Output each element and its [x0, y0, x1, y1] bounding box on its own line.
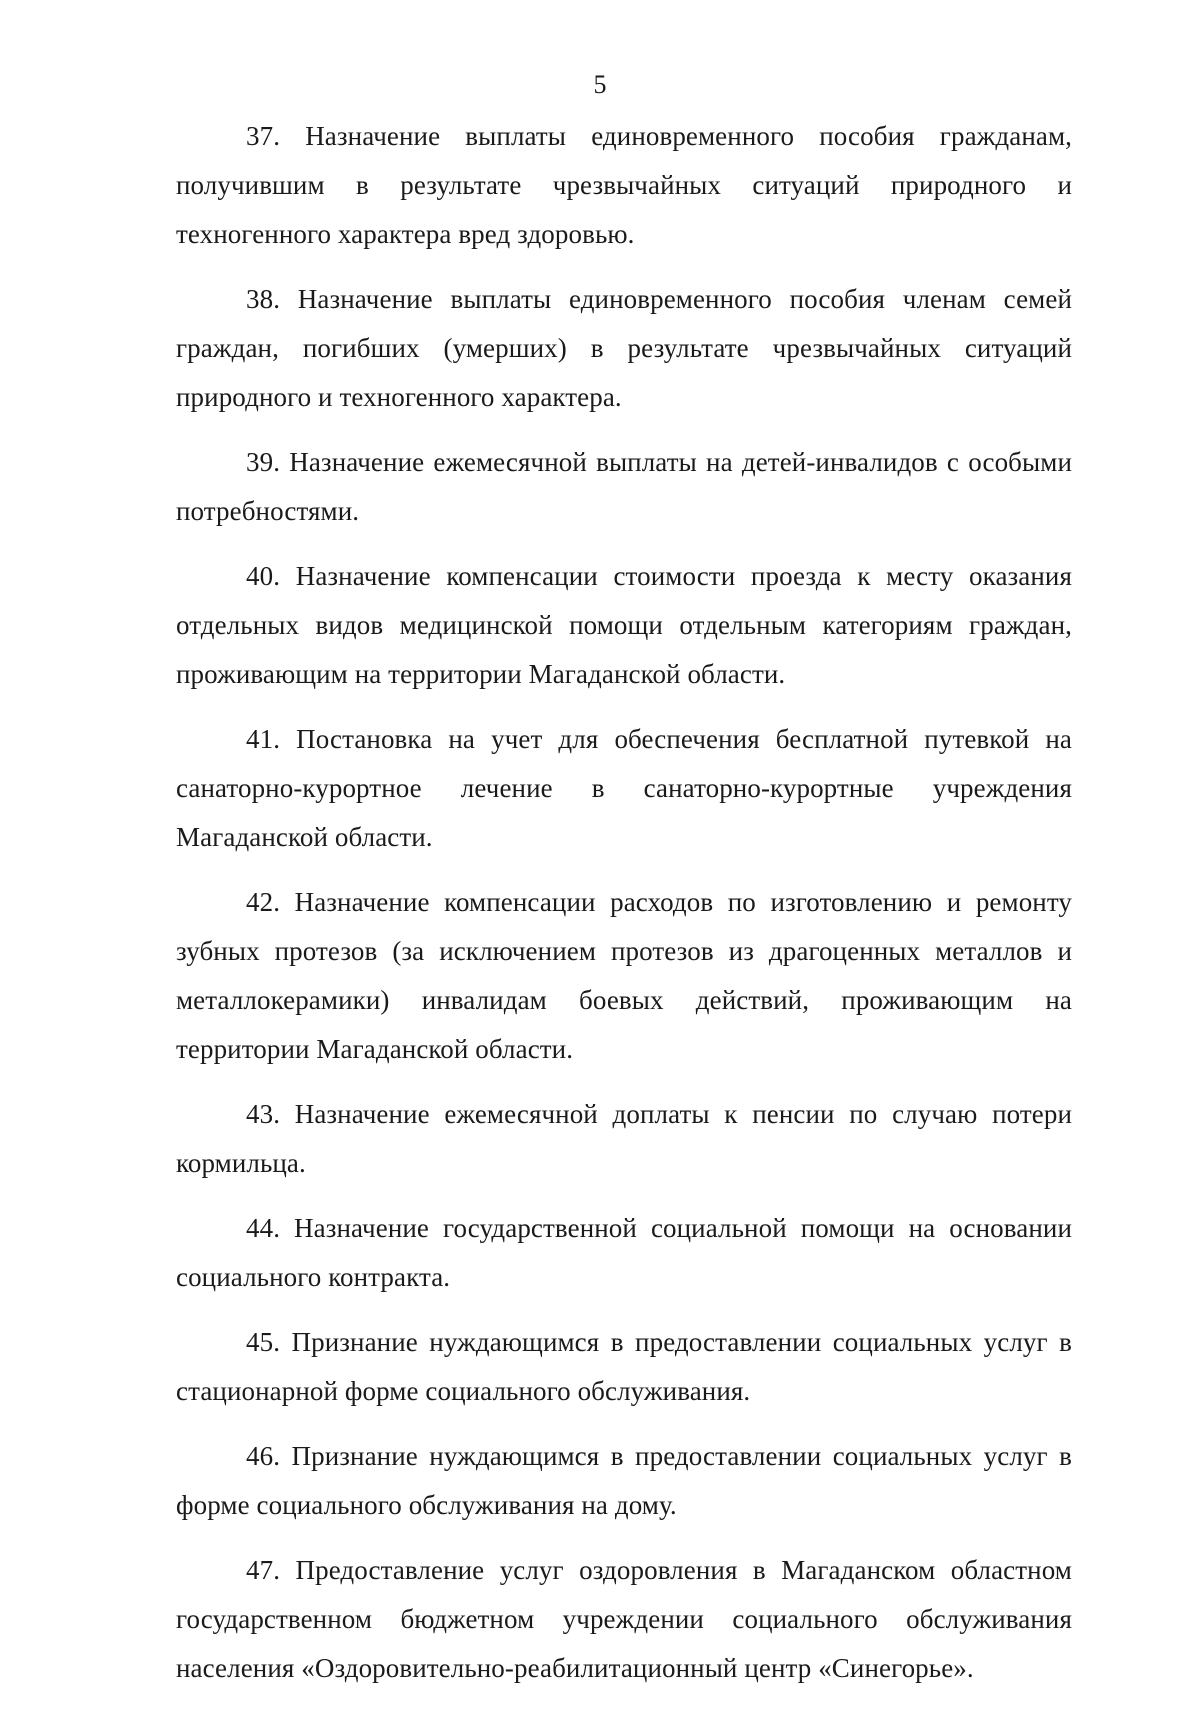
list-item-38: 38. Назначение выплаты единовременного пособия членам семей граждан, погибших (умерших) в результате чрезвычайных ситуаций природного и техногенного характера. — [176, 284, 1072, 412]
list-item-47: 47. Предоставление услуг оздоровления в Магаданском областном государственном бюджетном учреждении социального обслуживания населения «Оздоровительно-реабилитационный центр «Синегорье». — [176, 1555, 1072, 1683]
list-item-43: 43. Назначение ежемесячной доплаты к пенсии по случаю потери кормильца. — [176, 1099, 1072, 1178]
document-body — [176, 112, 1072, 1709]
list-item-39: 39. Назначение ежемесячной выплаты на детей-инвалидов с особыми потребностями. — [176, 447, 1072, 526]
list-item-45: 45. Признание нуждающимся в предоставлении социальных услуг в стационарной форме социального обслуживания. — [176, 1327, 1072, 1406]
list-item-40: 40. Назначение компенсации стоимости проезда к месту оказания отдельных видов медицинской помощи отдельным категориям граждан, проживающим на территории Магаданской области. — [176, 561, 1072, 689]
list-item-41: 41. Постановка на учет для обеспечения бесплатной путевкой на санаторно-курортное лечение в санаторно-курортные учреждения Магаданской области. — [176, 724, 1072, 852]
list-item-46: 46. Признание нуждающимся в предоставлении социальных услуг в форме социального обслуживания на дому. — [176, 1441, 1072, 1520]
list-item-44: 44. Назначение государственной социальной помощи на основании социального контракта. — [176, 1213, 1072, 1292]
page-number: 5 — [593, 70, 607, 99]
list-item-42: 42. Назначение компенсации расходов по изготовлению и ремонту зубных протезов (за исключением протезов из драгоценных металлов и металлокерамики) инвалидам боевых действий, проживающим на территории Магаданской области. — [176, 887, 1072, 1064]
list-item-37: 37. Назначение выплаты единовременного пособия гражданам, получившим в результате чрезвычайных ситуаций природного и техногенного характера вред здоровью. — [176, 121, 1072, 249]
